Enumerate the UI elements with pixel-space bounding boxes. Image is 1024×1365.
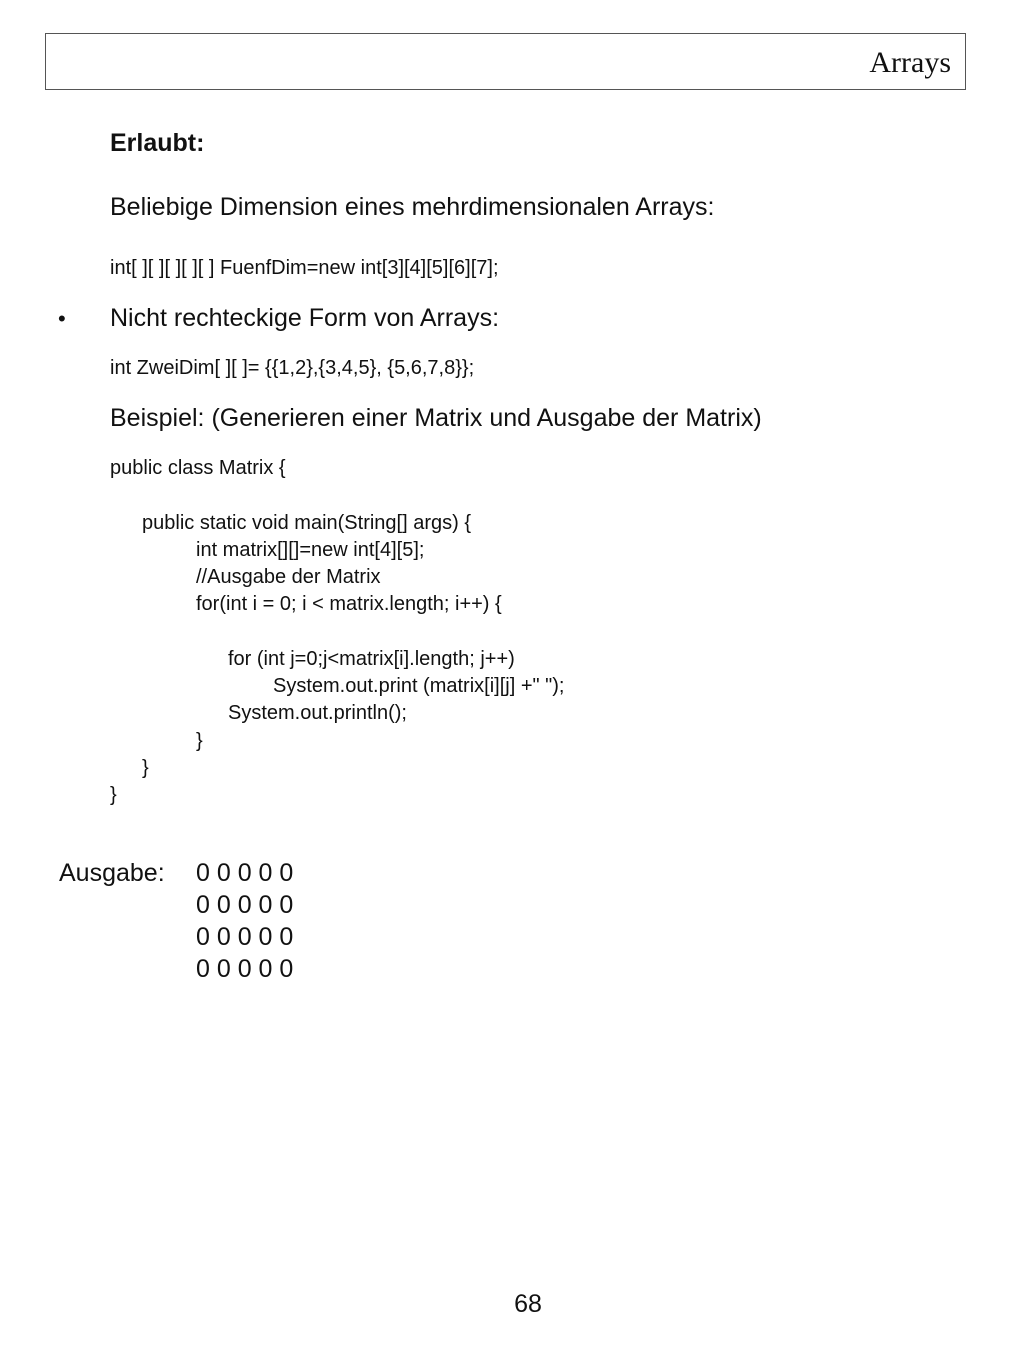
header-title: Arrays xyxy=(869,46,951,79)
section-heading: Erlaubt: xyxy=(110,129,205,157)
code-line: for(int i = 0; i < matrix.length; i++) { xyxy=(196,593,502,615)
code-line: System.out.print (matrix[i][j] +" "); xyxy=(273,675,565,697)
code-line: System.out.println(); xyxy=(228,702,407,724)
code-line: } xyxy=(110,784,117,806)
output-row: 0 0 0 0 0 xyxy=(196,923,294,951)
example-text: Beispiel: (Generieren einer Matrix und Ausgabe der Matrix) xyxy=(110,404,762,432)
output-label: Ausgabe: xyxy=(59,859,165,887)
point1-text: Beliebige Dimension eines mehrdimensionalen Arrays: xyxy=(110,193,715,221)
point2-code: int ZweiDim[ ][ ]= {{1,2},{3,4,5}, {5,6,7,8}}; xyxy=(110,357,475,379)
code-line: int matrix[][]=new int[4][5]; xyxy=(196,539,425,561)
bullet-marker: • xyxy=(58,306,66,331)
code-line: public static void main(String[] args) { xyxy=(142,512,472,534)
code-line: for (int j=0;j<matrix[i].length; j++) xyxy=(228,648,515,670)
header-box xyxy=(45,33,966,90)
point1-code: int[ ][ ][ ][ ][ ] FuenfDim=new int[3][4][5][6][7]; xyxy=(110,257,499,279)
point2-text: Nicht rechteckige Form von Arrays: xyxy=(110,304,500,332)
code-line: //Ausgabe der Matrix xyxy=(196,566,381,588)
page-number: 68 xyxy=(514,1290,542,1318)
code-line: public class Matrix { xyxy=(110,457,286,479)
output-row: 0 0 0 0 0 xyxy=(196,955,294,983)
output-row: 0 0 0 0 0 xyxy=(196,859,294,887)
output-row: 0 0 0 0 0 xyxy=(196,891,294,919)
code-line: } xyxy=(196,730,203,752)
code-line: } xyxy=(142,757,149,779)
